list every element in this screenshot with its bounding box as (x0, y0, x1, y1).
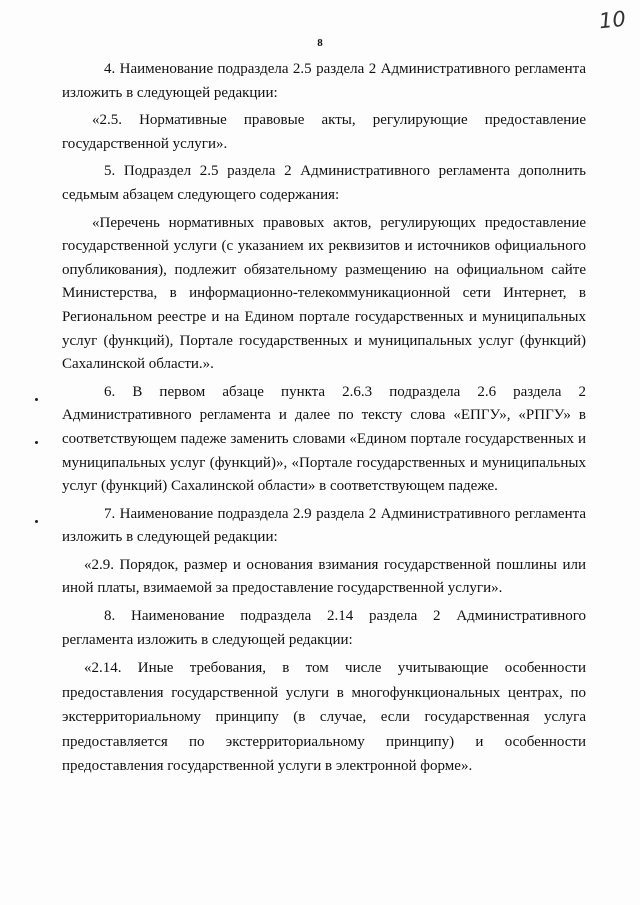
paragraph-quote-2-9: «2.9. Порядок, размер и основания взимания государственной пошлины или иной платы, взимаемой за предоставление государственной услуги». (62, 556, 586, 597)
paragraph-item-8: 8. Наименование подраздела 2.14 раздела 2 Административного регламента изложить в следующей редакции: (62, 608, 586, 648)
paragraph-item-5: 5. Подраздел 2.5 раздела 2 Административного регламента дополнить седьмым абзацем следующего содержания: (62, 163, 586, 203)
page-number: 8 (317, 37, 323, 49)
margin-mark (35, 441, 38, 444)
paragraph-item-7: 7. Наименование подраздела 2.9 раздела 2 Административного регламента изложить в следующей редакции: (62, 505, 586, 546)
document-body (62, 58, 586, 783)
margin-mark (35, 398, 38, 401)
paragraph-quote-list: «Перечень нормативных правовых актов, регулирующих предоставление государственной услуги (с указанием их реквизитов и источников официального опубликования), подлежит обязательному размещению на официальном сайте Министерства, в информационно-телекоммуникационной сети Интернет, в Региональном реестре и на Едином портале государственных и муниципальных услуг (функций), Портале государственных и муниципальных услуг (функций) Сахалинской области.». (62, 214, 586, 373)
margin-mark (35, 520, 38, 523)
paragraph-quote-2-5: «2.5. Нормативные правовые акты, регулирующие предоставление государственной услуги». (62, 112, 586, 152)
paragraph-item-6: 6. В первом абзаце пункта 2.6.3 подраздела 2.6 раздела 2 Административного регламента и далее по тексту слова «ЕПГУ», «РПГУ» в соответствующем падеже заменить словами «Едином портале государственных и муниципальных услуг (функций)», «Портале государственных и муниципальных услуг (функций) Сахалинской области» в соответствующем падеже. (62, 383, 586, 495)
paragraph-item-4: 4. Наименование подраздела 2.5 раздела 2 Административного регламента изложить в следующей редакции: (62, 61, 586, 101)
paragraph-quote-2-14: «2.14. Иные требования, в том числе учитывающие особенности предоставления государственной услуги в многофункциональных центрах, по экстерриториальному принципу (в случае, если государственная услуга предоставляется по экстерриториальному принципу) и особенности предоставления государственной услуги в электронной форме». (62, 660, 586, 775)
handwritten-sheet-number: 10 (598, 6, 628, 34)
